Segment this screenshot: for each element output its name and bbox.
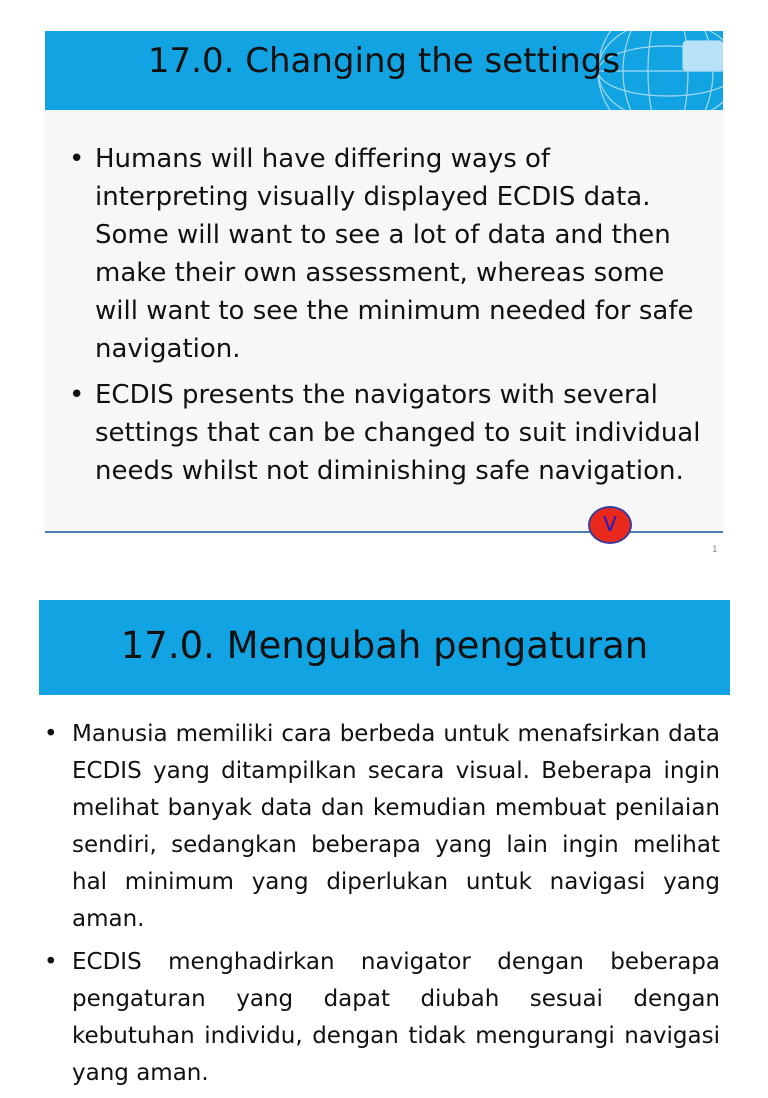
bullet-list-indonesian — [40, 716, 720, 1098]
bullet-item: • Humans will have differing ways of interpreting visually displayed ECDIS data. Some will want to see a lot of data and then make their own assessment, whereas some will want to see the minimum needed for safe navigation. — [69, 140, 709, 368]
page-number: 1 — [712, 545, 718, 555]
bullet-list — [69, 140, 709, 498]
slide-header-indonesian — [39, 600, 730, 695]
slide-body — [45, 110, 723, 530]
slide-title: 17.0. Changing the settings — [147, 41, 621, 81]
v-badge: V — [588, 506, 632, 544]
slide-header — [45, 31, 723, 110]
bullet-item: • ECDIS presents the navigators with several settings that can be changed to suit individual needs whilst not diminishing safe navigation. — [69, 376, 709, 490]
slide-title-indonesian: 17.0. Mengubah pengaturan — [120, 624, 649, 667]
bullet-item: • ECDIS menghadirkan navigator dengan beberapa pengaturan yang dapat diubah sesuai dengan kebutuhan individu, dengan tidak mengurangi navigasi yang aman. — [40, 944, 720, 1092]
bullet-item: • Manusia memiliki cara berbeda untuk menafsirkan data ECDIS yang ditampilkan secara visual. Beberapa ingin melihat banyak data dan kemudian membuat penilaian sendiri, sedangkan beberapa yang lain ingin melihat hal minimum yang diperlukan untuk navigasi yang aman. — [40, 716, 720, 938]
